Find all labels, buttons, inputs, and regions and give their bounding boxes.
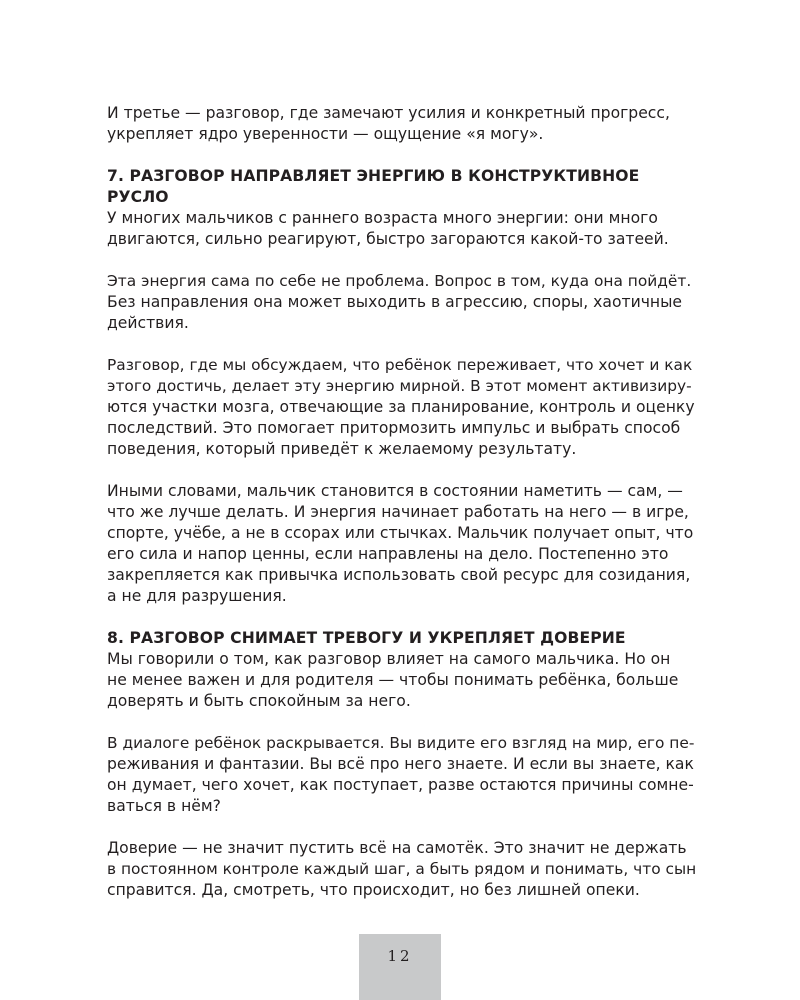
section-7-paragraph-4 [107, 481, 697, 607]
section-7-paragraph-2 [107, 271, 697, 334]
section-8-heading [107, 628, 697, 649]
text-line: справится. Да, смотреть, что происходит, но без лишней опеки. [107, 881, 640, 899]
text-line: Доверие — не значит пустить всё на самотёк. Это значит не держать [107, 839, 687, 857]
text-line: Мы говорили о том, как разговор влияет на самого мальчика. Но он [107, 650, 671, 668]
page-number: 12 [387, 947, 413, 965]
text-line: Эта энергия сама по себе не проблема. Вопрос в том, куда она пойдёт. [107, 272, 692, 290]
section-7-heading [107, 166, 697, 208]
text-line: Иными словами, мальчик становится в состоянии наметить — сам, — [107, 482, 683, 500]
text-line: действия. [107, 314, 189, 332]
text-line: В диалоге ребёнок раскрывается. Вы видите его взгляд на мир, его пе- [107, 734, 695, 752]
text-line: не менее важен и для родителя — чтобы понимать ребёнка, больше [107, 671, 679, 689]
section-8-paragraph-1 [107, 649, 697, 712]
heading-line: 8. РАЗГОВОР СНИМАЕТ ТРЕВОГУ И УКРЕПЛЯЕТ ДОВЕРИЕ [107, 629, 626, 647]
text-line: укрепляет ядро уверенности — ощущение «я могу». [107, 125, 544, 143]
text-line: И третье — разговор, где замечают усилия и конкретный прогресс, [107, 104, 670, 122]
text-line: а не для разрушения. [107, 587, 287, 605]
text-line: Разговор, где мы обсуждаем, что ребёнок переживает, что хочет и как [107, 356, 693, 374]
section-8-paragraph-3 [107, 838, 697, 901]
section-8-paragraph-2 [107, 733, 697, 817]
intro-paragraph [107, 103, 697, 145]
text-line: его сила и напор ценны, если направлены на дело. Постепенно это [107, 545, 669, 563]
text-line: ются участки мозга, отвечающие за планирование, контроль и оценку [107, 398, 695, 416]
text-line: последствий. Это помогает притормозить импульс и выбрать способ [107, 419, 681, 437]
text-line: У многих мальчиков с раннего возраста много энергии: они много [107, 209, 658, 227]
page-body [107, 103, 697, 901]
text-line: в постоянном контроле каждый шаг, а быть рядом и понимать, что сын [107, 860, 697, 878]
text-line: он думает, чего хочет, как поступает, разве остаются причины сомне- [107, 776, 694, 794]
text-line: поведения, который приведёт к желаемому результату. [107, 440, 577, 458]
section-7-paragraph-1 [107, 208, 697, 250]
text-line: ваться в нём? [107, 797, 221, 815]
text-line: что же лучше делать. И энергия начинает работать на него — в игре, [107, 503, 689, 521]
heading-line: 7. РАЗГОВОР НАПРАВЛЯЕТ ЭНЕРГИЮ В КОНСТРУКТИВНОЕ [107, 167, 640, 185]
text-line: этого достичь, делает эту энергию мирной. В этот момент активизиру- [107, 377, 692, 395]
text-line: Без направления она может выходить в агрессию, споры, хаотичные [107, 293, 683, 311]
section-7-paragraph-3 [107, 355, 697, 460]
text-line: доверять и быть спокойным за него. [107, 692, 411, 710]
text-line: закрепляется как привычка использовать свой ресурс для созидания, [107, 566, 691, 584]
heading-line: РУСЛО [107, 188, 169, 206]
text-line: двигаются, сильно реагируют, быстро загораются какой-то затеей. [107, 230, 669, 248]
text-line: реживания и фантазии. Вы всё про него знаете. И если вы знаете, как [107, 755, 694, 773]
text-line: спорте, учёбе, а не в ссорах или стычках. Мальчик получает опыт, что [107, 524, 694, 542]
page-number-box [359, 934, 441, 1000]
